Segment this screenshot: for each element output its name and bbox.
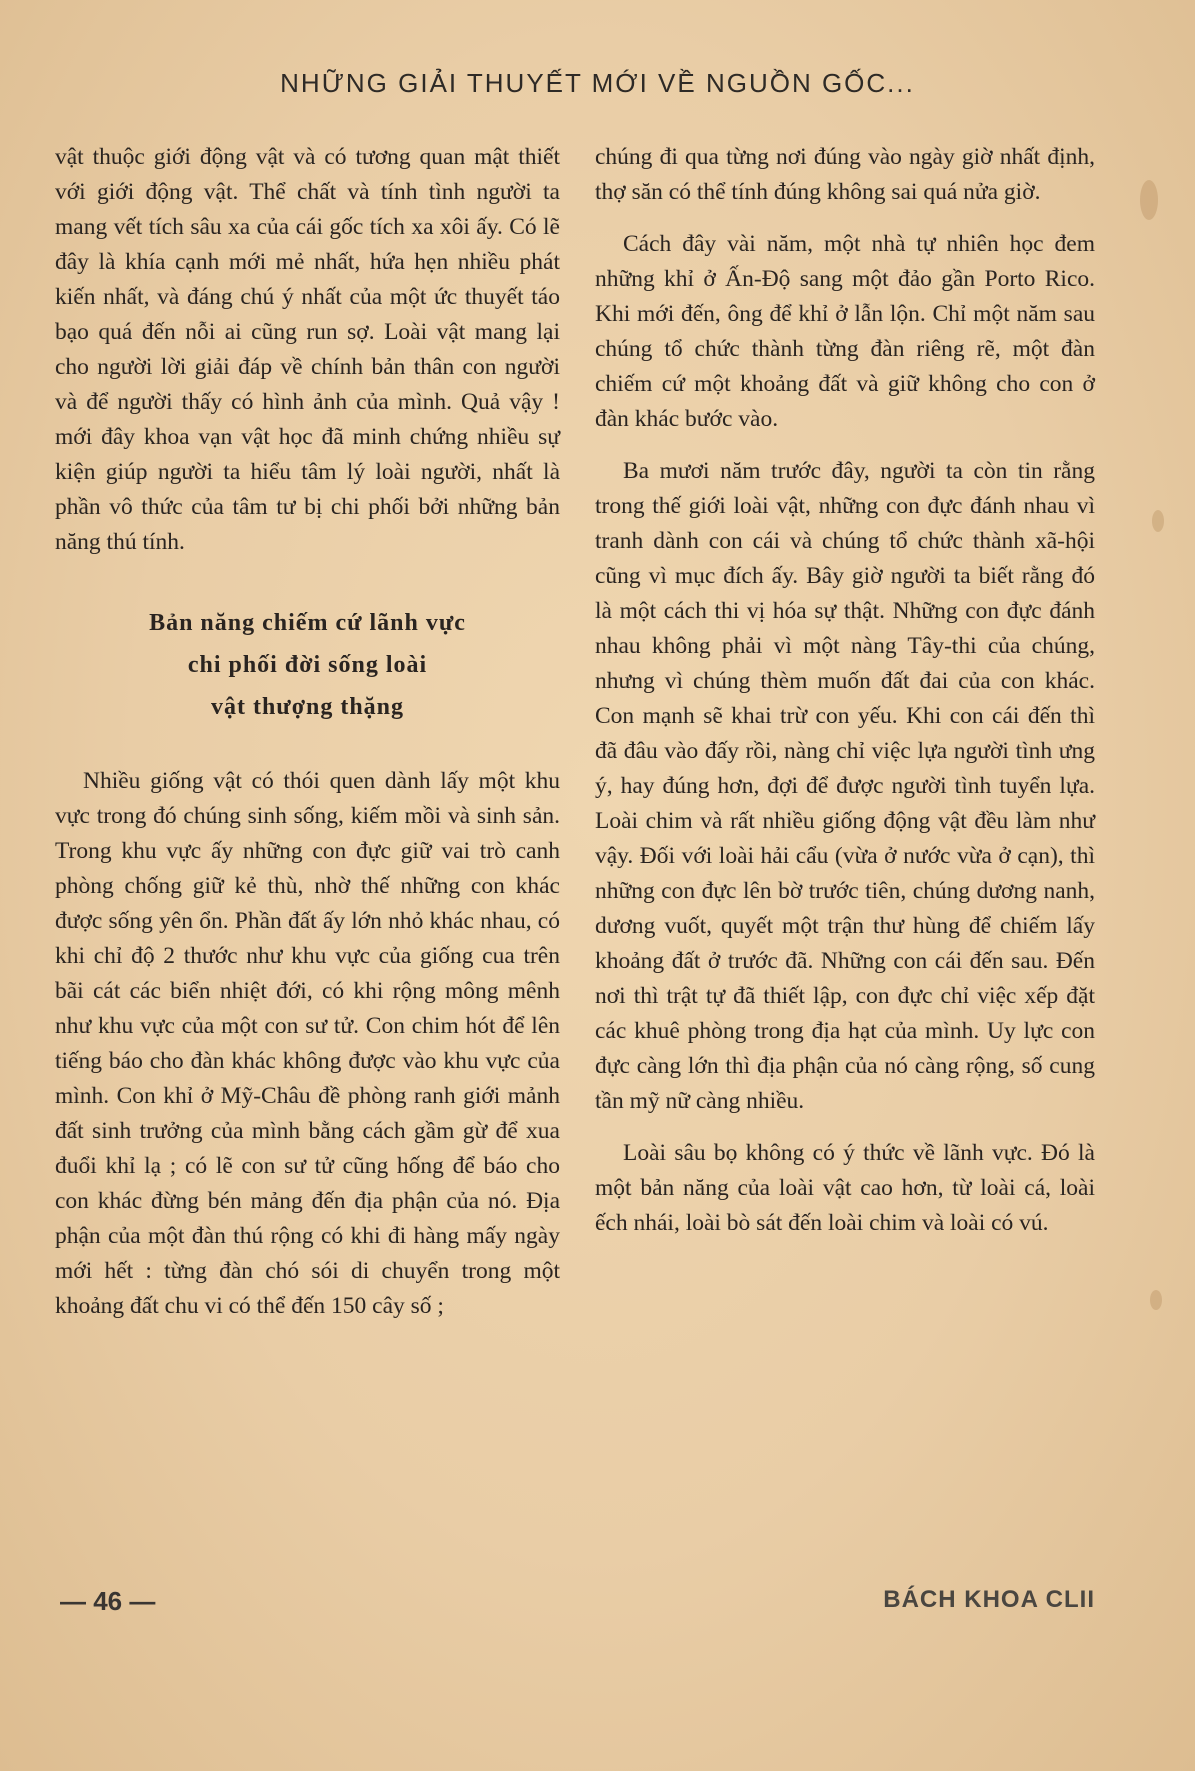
publication-name: BÁCH KHOA CLII [883,1586,1095,1613]
paper-stain [1150,1290,1162,1310]
paragraph: chúng đi qua từng nơi đúng vào ngày giờ nhất định, thợ săn có thể tính đúng không sai quá nửa giờ. [595,144,1095,205]
section-title-line: Bản năng chiếm cứ lãnh vực [149,610,466,636]
paragraph: Ba mươi năm trước đây, người ta còn tin rằng trong thế giới loài vật, những con đực đánh nhau vì tranh dành con cái và chúng tổ chức thành xã-hội cũng vì mục đích ấy. Bây giờ người ta biết rằng đó là một cách thi vị hóa sự thật. Những con đực đánh nhau không phải vì một nàng Tây-thi của chúng, nhưng vì chúng thèm muốn đất đai của con khác. Con mạnh sẽ khai trừ con yếu. Khi con cái đến thì đã đâu vào đấy rồi, nàng chỉ việc lựa người tình ưng ý, hay đúng hơn, đợi để được người tình tuyển lựa. Loài chim và rất nhiều giống động vật đều làm như vậy. Đối với loài hải cẩu (vừa ở nước vừa ở cạn), thì những con đực lên bờ trước tiên, chúng dương nanh, dương vuốt, quyết một trận thư hùng để chiếm lấy khoảng đất ở trước đã. Những con cái đến sau. Đến nơi thì trật tự đã thiết lập, con đực chỉ việc xếp đặt các khuê phòng trong địa hạt của mình. Uy lực con đực càng lớn thì địa phận của nó càng rộng, số cung tần mỹ nữ càng nhiều. [595,458,1095,1114]
section-title [55,602,560,728]
page-number: — 46 — [60,1586,156,1616]
paper-stain [1152,510,1164,532]
left-column [55,140,560,1341]
paper-stain [1140,180,1158,220]
page-header: NHỮNG GIẢI THUYẾT MỚI VỀ NGUỒN GỐC... [280,68,915,98]
section-title-line: vật thượng thặng [210,694,405,720]
paragraph: Loài sâu bọ không có ý thức về lãnh vực. Đó là một bản năng của loài vật cao hơn, từ loài cá, loài ếch nhái, loài bò sát đến loài chim và loài có vú. [595,1140,1095,1236]
right-column [595,140,1095,1258]
paragraph: Nhiều giống vật có thói quen dành lấy một khu vực trong đó chúng sinh sống, kiếm mồi và sinh sản. Trong khu vực ấy những con đực giữ vai trò canh phòng chống giữ kẻ thù, nhờ thế những con khác được sống yên ổn. Phần đất ấy lớn nhỏ khác nhau, có khi chỉ độ 2 thước như khu vực của giống cua trên bãi cát các biển nhiệt đới, có khi rộng mông mênh như khu vực của một con sư tử. Con chim hót để lên tiếng báo cho đàn khác không được vào khu vực của mình. Con khỉ ở Mỹ-Châu đề phòng ranh giới mảnh đất sinh trưởng của mình bằng cách gầm gừ để xua đuổi khỉ lạ ; có lẽ con sư tử cũng hống để báo cho con khác đừng bén mảng đến địa phận của nó. Địa phận của một đàn thú rộng có khi đi hàng mấy ngày mới hết : từng đàn chó sói di chuyển trong một khoảng đất chu vi có thể đến 150 cây số ; [55,768,560,1319]
paragraph: Cách đây vài năm, một nhà tự nhiên học đem những khỉ ở Ấn-Độ sang một đảo gần Porto Rico. Khi mới đến, ông để khỉ ở lẫn lộn. Chỉ một năm sau chúng tổ chức thành từng đàn riêng rẽ, một đàn chiếm cứ một khoảng đất và giữ không cho con ở đàn khác bước vào. [595,231,1095,432]
paragraph: vật thuộc giới động vật và có tương quan mật thiết với giới động vật. Thể chất và tính tình người ta mang vết tích sâu xa của cái gốc tích xa xôi ấy. Có lẽ đây là khía cạnh mới mẻ nhất, hứa hẹn nhiều phát kiến nhất, và đáng chú ý nhất của một ức thuyết táo bạo quá đến nỗi ai cũng run sợ. Loài vật mang lại cho người lời giải đáp về chính bản thân con người và để người thấy có hình ảnh của mình. Quả vậy ! mới đây khoa vạn vật học đã minh chứng nhiều sự kiện giúp người ta hiểu tâm lý loài người, nhất là phần vô thức của tâm tư bị chi phối bởi những bản năng thú tính. [55,144,560,555]
section-title-line: chi phối đời sống loài [187,652,428,678]
